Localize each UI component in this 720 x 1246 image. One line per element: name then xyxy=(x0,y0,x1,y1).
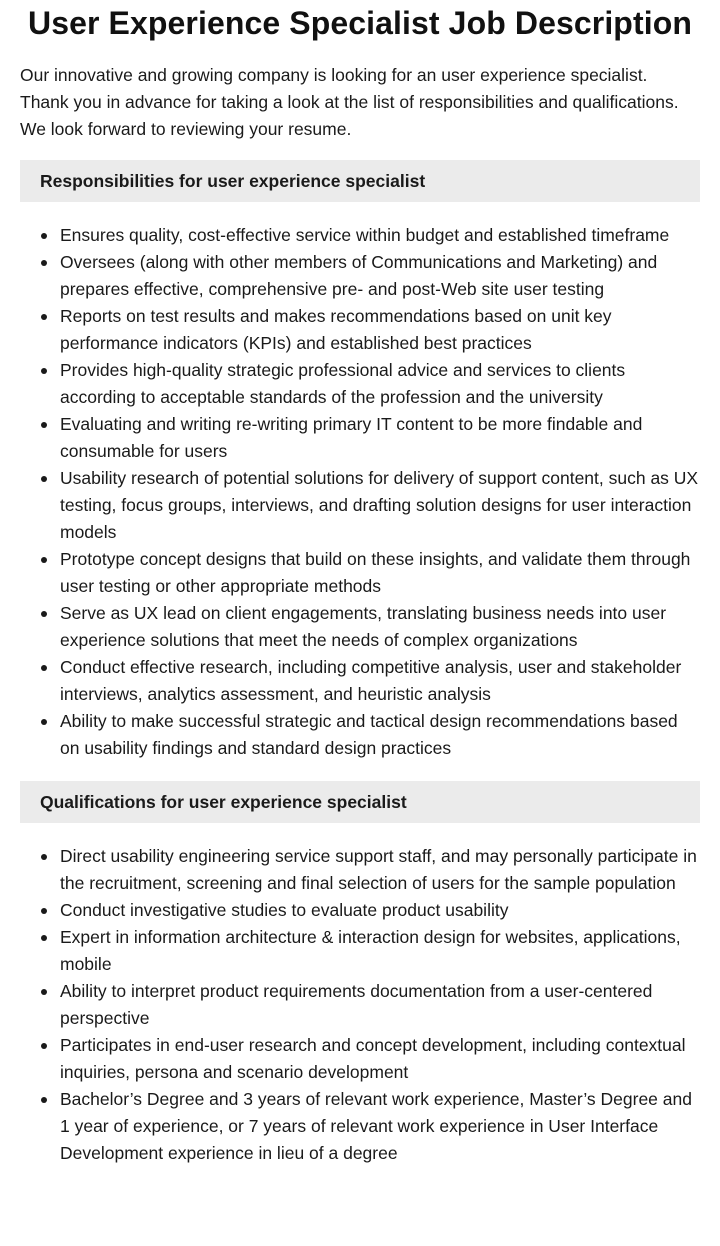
bullet-icon xyxy=(41,719,47,725)
list-item-text: Conduct investigative studies to evaluate product usability xyxy=(60,900,509,920)
list-item xyxy=(20,978,700,1032)
bullet-icon xyxy=(41,935,47,941)
bullet-icon xyxy=(41,557,47,563)
bullet-icon xyxy=(41,989,47,995)
list-item xyxy=(20,600,700,654)
list-item-text: Ability to make successful strategic and tactical design recommendations based on usability findings and standard design practices xyxy=(60,711,678,758)
list-item-text: Bachelor’s Degree and 3 years of relevant work experience, Master’s Degree and 1 year of experience, or 7 years of relevant work experience in User Interface Development experience in lieu of a degree xyxy=(60,1089,692,1163)
intro-paragraph: Our innovative and growing company is looking for an user experience specialist. Thank you in advance for taking a look at the list of responsibilities and qualifications. We look forward to reviewing your resume. xyxy=(20,65,679,139)
list-item xyxy=(20,411,700,465)
list-item-text: Participates in end-user research and concept development, including contextual inquiries, persona and scenario development xyxy=(60,1035,686,1082)
list-item-text: Usability research of potential solutions for delivery of support content, such as UX testing, focus groups, interviews, and drafting solution designs for user interaction models xyxy=(60,468,699,542)
list-item xyxy=(20,222,700,249)
list-item xyxy=(20,924,700,978)
list-item-text: Ability to interpret product requirements documentation from a user-centered perspective xyxy=(60,981,653,1028)
list-item-text: Expert in information architecture & interaction design for websites, applications, mobile xyxy=(60,927,681,974)
bullet-icon xyxy=(41,1043,47,1049)
list-item xyxy=(20,897,700,924)
list-item xyxy=(20,708,700,762)
list-item-text: Provides high-quality strategic professional advice and services to clients according to acceptable standards of the profession and the university xyxy=(60,360,626,407)
bullet-icon xyxy=(41,611,47,617)
list-item-text: Oversees (along with other members of Communications and Marketing) and prepares effective, comprehensive pre- and post-Web site user testing xyxy=(60,252,658,299)
list-item-text: Reports on test results and makes recommendations based on unit key performance indicators (KPIs) and established best practices xyxy=(60,306,612,353)
bullet-icon xyxy=(41,854,47,860)
list-item-text: Direct usability engineering service support staff, and may personally participate in the recruitment, screening and final selection of users for the sample population xyxy=(60,846,697,893)
bullet-icon xyxy=(41,1097,47,1103)
qualifications-list xyxy=(20,843,700,1167)
list-item xyxy=(20,465,700,546)
list-item-text: Serve as UX lead on client engagements, translating business needs into user experience solutions that meet the needs of complex organizations xyxy=(60,603,667,650)
responsibilities-heading: Responsibilities for user experience specialist xyxy=(20,160,700,202)
list-item xyxy=(20,357,700,411)
bullet-icon xyxy=(41,233,47,239)
bullet-icon xyxy=(41,665,47,671)
bullet-icon xyxy=(41,314,47,320)
list-item xyxy=(20,546,700,600)
bullet-icon xyxy=(41,260,47,266)
list-item xyxy=(20,303,700,357)
page-title: User Experience Specialist Job Description xyxy=(27,5,692,41)
list-item xyxy=(20,843,700,897)
list-item-text: Prototype concept designs that build on these insights, and validate them through user testing or other appropriate methods xyxy=(60,549,691,596)
list-item xyxy=(20,1032,700,1086)
qualifications-heading: Qualifications for user experience specialist xyxy=(20,781,700,823)
list-item-text: Evaluating and writing re-writing primary IT content to be more findable and consumable for users xyxy=(60,414,643,461)
list-item xyxy=(20,249,700,303)
list-item-text: Conduct effective research, including competitive analysis, user and stakeholder interviews, analytics assessment, and heuristic analysis xyxy=(60,657,682,704)
responsibilities-list xyxy=(20,222,700,762)
bullet-icon xyxy=(41,476,47,482)
list-item-text: Ensures quality, cost-effective service within budget and established timeframe xyxy=(60,225,670,245)
list-item xyxy=(20,654,700,708)
bullet-icon xyxy=(41,908,47,914)
bullet-icon xyxy=(41,368,47,374)
list-item xyxy=(20,1086,700,1167)
bullet-icon xyxy=(41,422,47,428)
